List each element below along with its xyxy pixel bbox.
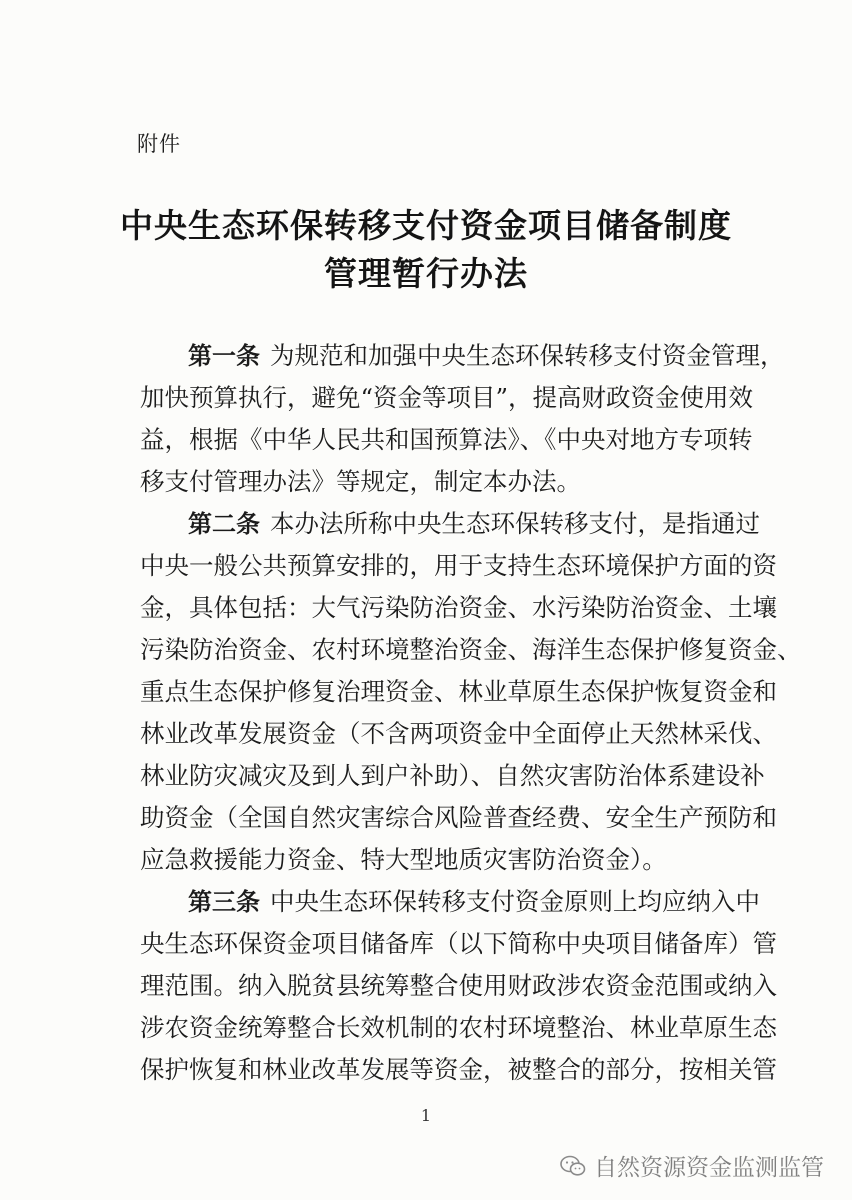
watermark <box>560 1149 824 1182</box>
article2-line7: 林业防灾减灾及到人到户补助）、自然灾害防治体系建设补 <box>140 761 765 790</box>
article3-line3: 理范围。纳入脱贫县统筹整合使用财政涉农资金范围或纳入 <box>140 971 777 1000</box>
wechat-icon <box>560 1155 586 1177</box>
article1-line4: 移支付管理办法》等规定，制定本办法。 <box>140 467 581 496</box>
article2-line2: 中央一般公共预算安排的，用于支持生态环境保护方面的资 <box>140 551 777 580</box>
article2-text-line1: 本办法所称中央生态环保转移支付，是指通过 <box>270 509 760 538</box>
article3-text-line1: 中央生态环保转移支付资金原则上均应纳入中 <box>270 887 760 916</box>
article2-label: 第二条 <box>188 510 260 538</box>
article3-line4: 涉农资金统筹整合长效机制的农村环境整治、林业草原生态 <box>140 1013 777 1042</box>
article2-line3: 金，具体包括：大气污染防治资金、水污染防治资金、土壤 <box>140 593 777 622</box>
article3-line5: 保护恢复和林业改革发展等资金，被整合的部分，按相关管 <box>140 1055 777 1084</box>
watermark-text: 自然资源资金监测监管 <box>594 1155 824 1181</box>
article2-line8: 助资金（全国自然灾害综合风险普查经费、安全生产预防和 <box>140 803 777 832</box>
article3-line1 <box>188 882 760 922</box>
article1-line2: 加快预算执行，避免“资金等项目”，提高财政资金使用效 <box>140 383 754 412</box>
attachment-label: 附件 <box>137 132 181 156</box>
article2-line5: 重点生态保护修复治理资金、林业草原生态保护恢复资金和 <box>140 677 777 706</box>
article2-line9: 应急救援能力资金、特大型地质灾害防治资金）。 <box>140 845 667 874</box>
document-title-line2: 管理暂行办法 <box>324 254 528 293</box>
article1-line1 <box>188 336 785 376</box>
page-number: 1 <box>420 1106 432 1125</box>
article1-text-line1: 为规范和加强中央生态环保转移支付资金管理， <box>270 341 785 370</box>
article1-line3: 益，根据《中华人民共和国预算法》、《中央对地方专项转 <box>140 425 753 454</box>
article2-line1 <box>188 504 760 544</box>
article3-line2: 央生态环保资金项目储备库（以下简称中央项目储备库）管 <box>140 929 777 958</box>
article2-line6: 林业改革发展资金（不含两项资金中全面停止天然林采伐、 <box>140 719 777 748</box>
article3-label: 第三条 <box>188 888 260 916</box>
article1-label: 第一条 <box>188 342 260 370</box>
document-title-line1: 中央生态环保转移支付资金项目储备制度 <box>120 206 732 245</box>
article2-line4: 污染防治资金、农村环境整治资金、海洋生态保护修复资金、 <box>140 635 802 664</box>
